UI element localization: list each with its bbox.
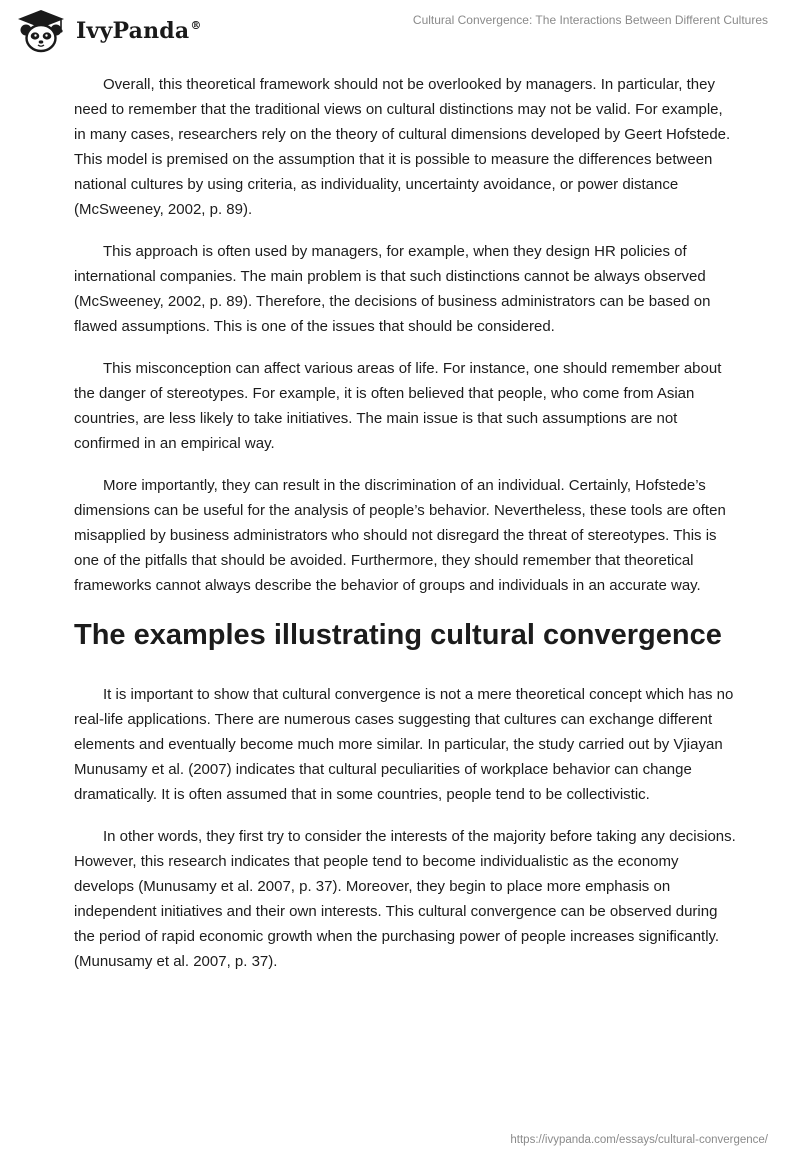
paragraph: Overall, this theoretical framework should not be overlooked by managers. In particular, they need to remember that the traditional views on cultural distinctions may not be valid. For example, in many cases, researchers rely on the theory of cultural dimensions developed by Geert Hofstede. This model is premised on the assumption that it is possible to measure the differences between national cultures by using criteria, as individuality, uncertainty avoidance, or power distance (McSweeney, 2002, p. 89). bbox=[74, 76, 731, 218]
logo-text: IvyPanda bbox=[76, 18, 190, 44]
paragraph: This approach is often used by managers, for example, when they design HR policies of international companies. The main problem is that such distinctions cannot be always observed (McSweeney, 2002, p. 89). Therefore, the decisions of business administrators can be based on flawed assumptions. This is one of the issues that should be considered. bbox=[74, 243, 711, 335]
source-url[interactable]: https://ivypanda.com/essays/cultural-convergence/ bbox=[510, 1134, 768, 1146]
document-title: Cultural Convergence: The Interactions Between Different Cultures bbox=[412, 13, 768, 27]
paragraph: In other words, they first try to consider the interests of the majority before taking any decisions. However, this research indicates that people tend to become individualistic as the economy develops (Munusamy et al. 2007, p. 37). Moreover, they begin to place more emphasis on independent initiatives and their own interests. This cultural convergence can be observed during the period of rapid economic growth when the purchasing power of people increases significantly. (Munusamy et al. 2007, p. 37). bbox=[74, 828, 736, 970]
logo-wordmark bbox=[76, 18, 202, 44]
section-heading: The examples illustrating cultural convergence bbox=[74, 619, 722, 651]
panda-logo-icon bbox=[14, 8, 68, 54]
paragraph: This misconception can affect various areas of life. For instance, one should remember about the danger of stereotypes. For example, it is often believed that people, who come from Asian countries, are less likely to take initiatives. The main issue is that such assumptions are not confirmed in an empirical way. bbox=[74, 360, 722, 452]
paragraph: More importantly, they can result in the discrimination of an individual. Certainly, Hofstede’s dimensions can be useful for the analysis of people’s behavior. Nevertheless, these tools are often misapplied by business administrators who should not disregard the threat of stereotypes. This is one of the pitfalls that should be avoided. Furthermore, they should remember that theoretical frameworks cannot always describe the behavior of groups and individuals in an accurate way. bbox=[74, 477, 726, 594]
page-header bbox=[0, 0, 800, 62]
essay-content bbox=[74, 72, 736, 991]
ivypanda-logo[interactable] bbox=[14, 8, 202, 54]
paragraph: It is important to show that cultural convergence is not a mere theoretical concept which has no real-life applications. There are numerous cases suggesting that cultures can exchange different elements and eventually become much more similar. In particular, the study carried out by Vjiayan Munusamy et al. (2007) indicates that cultural peculiarities of workplace behavior can change dramatically. It is often assumed that in some countries, people tend to be collectivistic. bbox=[74, 686, 734, 803]
registered-mark: ® bbox=[190, 19, 202, 32]
